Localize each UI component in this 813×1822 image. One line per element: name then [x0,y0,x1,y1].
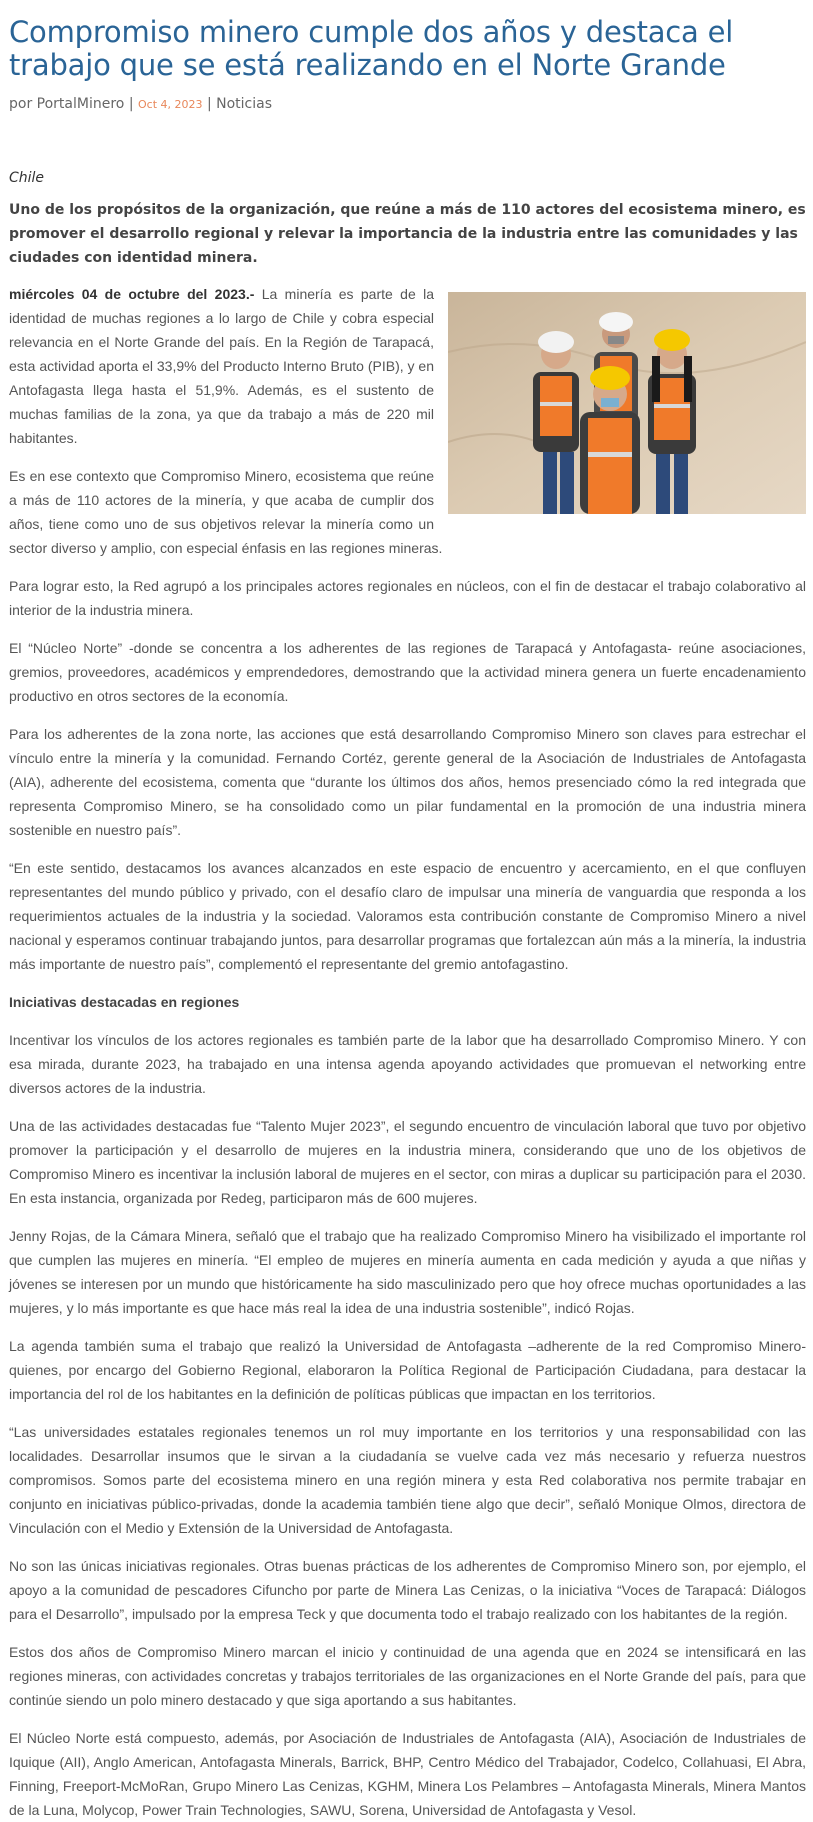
paragraph-8: Una de las actividades destacadas fue “Talento Mujer 2023”, el segundo encuentro de vinculación laboral que tuvo por objetivo promover la participación y el desarrollo de mujeres en la industria minera, considerando que uno de los objetivos de Compromiso Minero es incentivar la inclusión laboral de mujeres en el sector, con miras a duplicar su participación para el 2030. En esta instancia, organizada por Redeg, participaron más de 600 mujeres. [9,1118,806,1206]
article-body [9,282,806,1822]
author-link[interactable]: PortalMinero [36,96,125,112]
meta-separator: | [206,96,212,112]
article-lead: Uno de los propósitos de la organización, que reúne a más de 110 actores del ecosistema minero, es promover el desarrollo regional y relevar la importancia de la industria entre las comunidades y las ciudades con identidad minera. [9,202,806,266]
article-title: Compromiso minero cumple dos años y destaca el trabajo que se está realizando en el Norte Grande [9,15,734,82]
section-heading: Iniciativas destacadas en regiones [9,994,240,1010]
paragraph-7: Incentivar los vínculos de los actores regionales es también parte de la labor que ha desarrollado Compromiso Minero. Y con esa mirada, durante 2023, ha trabajado en una intensa agenda apoyando actividades que promuevan el networking entre diversos actores de la industria. [9,1032,806,1096]
publish-date: Oct 4, 2023 [138,98,203,111]
meta-separator: | [128,96,134,112]
paragraph-9: Jenny Rojas, de la Cámara Minera, señaló que el trabajo que ha realizado Compromiso Minero ha visibilizado el importante rol que cumplen las mujeres en minería. “El empleo de mujeres en minería aumenta en cada medición y ayuda a que niñas y jóvenes se interesen por un mundo que históricamente ha sido masculinizado pero que hoy ofrece muchas oportunidades a las mujeres, y lo más importante es que hace más real la idea de una industria sostenible”, indicó Rojas. [9,1228,806,1316]
paragraph-3: Para lograr esto, la Red agrupó a los principales actores regionales en núcleos, con el fin de destacar el trabajo colaborativo al interior de la industria minera. [9,578,806,618]
paragraph-14: El Núcleo Norte está compuesto, además, por Asociación de Industriales de Antofagasta (AIA), Asociación de Industriales de Iquique (AII), Anglo American, Antofagasta Minerals, Barrick, BHP, Centro Médico del Trabajador, Codelco, Collahuasi, El Abra, Finning, Freeport-McMoRan, Grupo Minero Las Cenizas, KGHM, Minera Los Pelambres – Antofagasta Minerals, Minera Mantos de la Luna, Molycop, Power Train Technologies, SAWU, Sorena, Universidad de Antofagasta y Vesol. [9,1730,806,1818]
paragraph-11: “Las universidades estatales regionales tenemos un rol muy importante en los territorios y una responsabilidad con las localidades. Desarrollar insumos que le sirvan a la ciudadanía se vuelve cada vez más necesario y refuerza nuestros compromisos. Somos parte del ecosistema minero en una región minera y esta Red colaborativa nos permite trabajar en conjunto en iniciativas público-privadas, donde la academia también tiene algo que decir”, señaló Monique Olmos, directora de Vinculación con el Medio y Extensión de la Universidad de Antofagasta. [9,1424,806,1536]
country-label: Chile [9,170,45,186]
paragraph-2: Es en ese contexto que Compromiso Minero, ecosistema que reúne a más de 110 actores de la minería, y que acaba de cumplir dos años, tiene como uno de sus objetivos relevar la minería como un sector diverso y amplio, con especial énfasis en las regiones mineras. [9,468,443,556]
paragraph-5: Para los adherentes de la zona norte, las acciones que está desarrollando Compromiso Minero son claves para estrechar el vínculo entre la minería y la comunidad. Fernando Cortéz, gerente general de la Asociación de Industriales de Antofagasta (AIA), adherente del ecosistema, comenta que “durante los últimos dos años, hemos presenciado cómo la red integrada que representa Compromiso Minero, se ha consolidado como un pilar fundamental en la promoción de una industria minera sostenible en nuestro país”. [9,726,806,838]
meta-prefix: por [9,96,33,112]
dateline: miércoles 04 de octubre del 2023.- [9,286,255,302]
paragraph-6: “En este sentido, destacamos los avances alcanzados en este espacio de encuentro y acercamiento, en el que confluyen representantes del mundo público y privado, con el desafío claro de impulsar una minería de vanguardia que responda a los requerimientos actuales de la industria y la sociedad. Valoramos esta contribución constante de Compromiso Minero a nivel nacional y esperamos continuar trabajando juntos, para desarrollar programas que fortalezcan aún más a la minería, la industria más importante de nuestro país”, complementó el representante del gremio antofagastino. [9,860,806,972]
paragraph-12: No son las únicas iniciativas regionales. Otras buenas prácticas de los adherentes de Compromiso Minero son, por ejemplo, el apoyo a la comunidad de pescadores Cifuncho por parte de Minera Las Cenizas, o la iniciativa “Voces de Tarapacá: Diálogos para el Desarrollo”, impulsado por la empresa Teck y que documenta todo el trabajo realizado con los habitantes de la región. [9,1558,806,1622]
category-link[interactable]: Noticias [216,96,273,112]
paragraph-13: Estos dos años de Compromiso Minero marcan el inicio y continuidad de una agenda que en 2024 se intensificará en las regiones mineras, con actividades concretas y trabajos territoriales de las organizaciones en el Norte Grande del país, para que continúe siendo un polo minero destacado y que siga aportando a sus habitantes. [9,1644,806,1708]
paragraph-4: El “Núcleo Norte” -donde se concentra a los adherentes de las regiones de Tarapacá y Antofagasta- reúne asociaciones, gremios, proveedores, académicos y emprendedores, demostrando que la actividad minera genera un fuerte encadenamiento productivo en otros sectores de la economía. [9,640,806,704]
article-photo [448,292,806,514]
article-meta [9,96,806,112]
paragraph-10: La agenda también suma el trabajo que realizó la Universidad de Antofagasta –adherente de la red Compromiso Minero- quienes, por encargo del Gobierno Regional, elaboraron la Política Regional de Participación Ciudadana, para destacar la importancia del rol de los habitantes en la definición de políticas públicas que impactan en los territorios. [9,1338,806,1402]
paragraph-1-text: La minería es parte de la identidad de muchas regiones a lo largo de Chile y cobra especial relevancia en el Norte Grande del país. En la Región de Tarapacá, esta actividad aporta el 33,9% del Producto Interno Bruto (PIB), y en Antofagasta llega hasta el 51,9%. Además, es el sustento de muchas familias de la zona, ya que da trabajo a más de 220 mil habitantes. [9,286,434,446]
miners-photo-illustration [448,292,806,514]
article [9,16,806,1822]
